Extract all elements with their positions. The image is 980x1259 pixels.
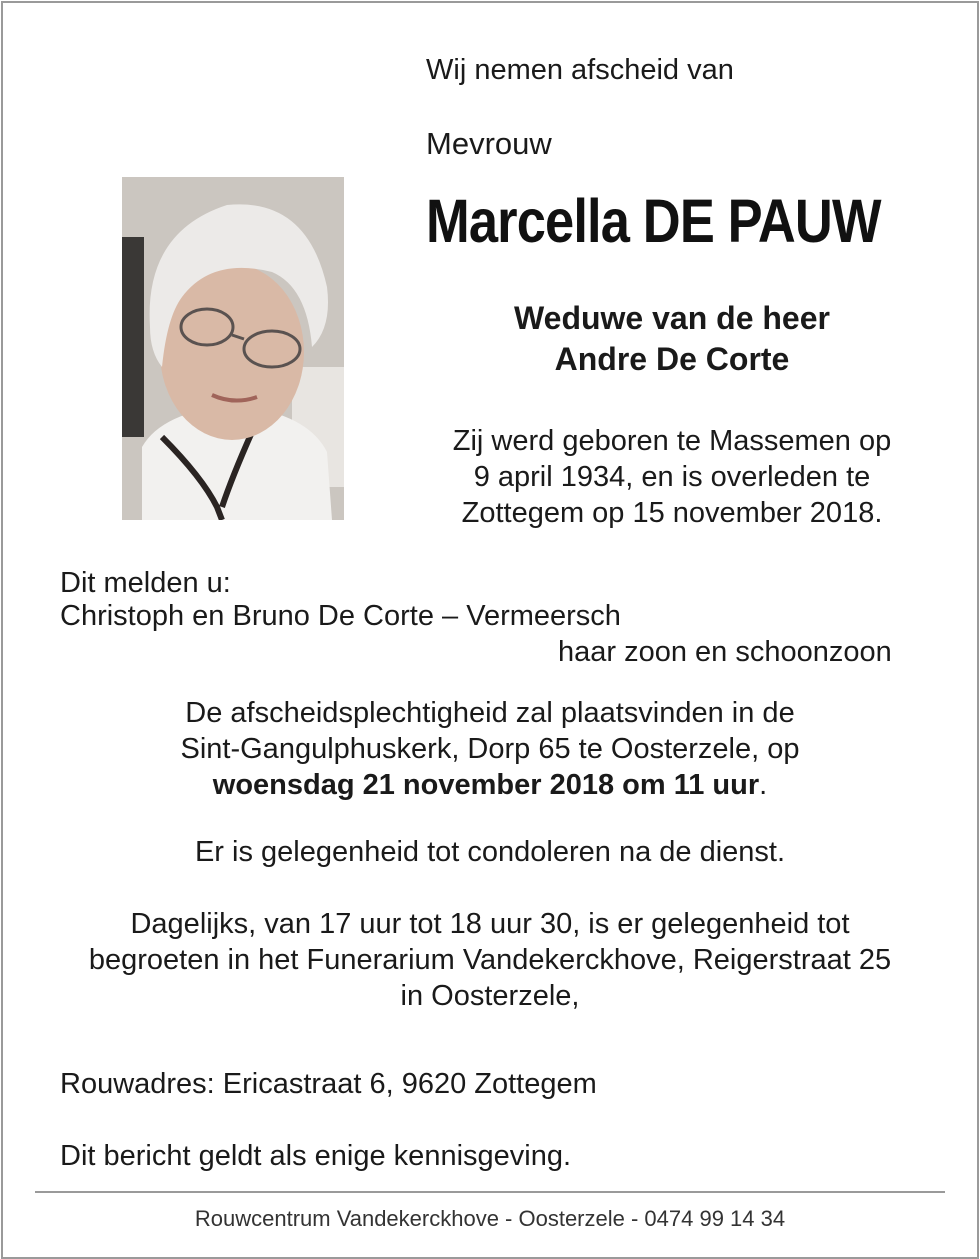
birth-line: Zij werd geboren te Massemen op: [452, 425, 892, 457]
footer-divider: [35, 1191, 945, 1193]
visitation-details: [60, 906, 920, 1014]
ceremony-details: [60, 695, 920, 803]
ceremony-date-period: .: [759, 769, 768, 801]
funeral-home-footer: Rouwcentrum Vandekerckhove - Oosterzele - 0474 99 14 34: [194, 1206, 786, 1231]
intro-text: Wij nemen afscheid van: [426, 54, 734, 86]
ceremony-date-line: [60, 767, 920, 803]
deceased-name: Marcella DE PAUW: [426, 187, 881, 255]
condolence-text: Er is gelegenheid tot condoleren na de dienst.: [194, 836, 786, 868]
visit-line: in Oosterzele,: [400, 980, 580, 1012]
birth-line: 9 april 1934, en is overleden te: [473, 461, 871, 493]
family-names: Christoph en Bruno De Corte – Vermeersch: [60, 600, 621, 632]
ceremony-line: Sint-Gangulphuskerk, Dorp 65 te Oosterzele, op: [180, 733, 800, 765]
family-relation: haar zoon en schoonzoon: [558, 636, 892, 668]
widow-of: [426, 298, 918, 380]
honorific: Mevrouw: [426, 126, 552, 161]
widow-line: Andre De Corte: [554, 341, 790, 377]
mourning-address: Rouwadres: Ericastraat 6, 9620 Zottegem: [60, 1068, 597, 1100]
closing-notice: Dit bericht geldt als enige kennisgeving.: [60, 1140, 572, 1172]
birth-death-details: [416, 423, 928, 531]
ceremony-date: woensdag 21 november 2018 om 11 uur: [212, 769, 760, 801]
widow-line: Weduwe van de heer: [514, 300, 830, 336]
birth-line: Zottegem op 15 november 2018.: [461, 497, 883, 529]
ceremony-line: De afscheidsplechtigheid zal plaatsvinden in de: [185, 697, 795, 729]
visit-line: Dagelijks, van 17 uur tot 18 uur 30, is er gelegenheid tot: [130, 908, 850, 940]
announce-label: Dit melden u:: [60, 567, 231, 599]
portrait-photo: [122, 177, 344, 520]
visit-line: begroeten in het Funerarium Vandekerckhove, Reigerstraat 25: [88, 944, 892, 976]
